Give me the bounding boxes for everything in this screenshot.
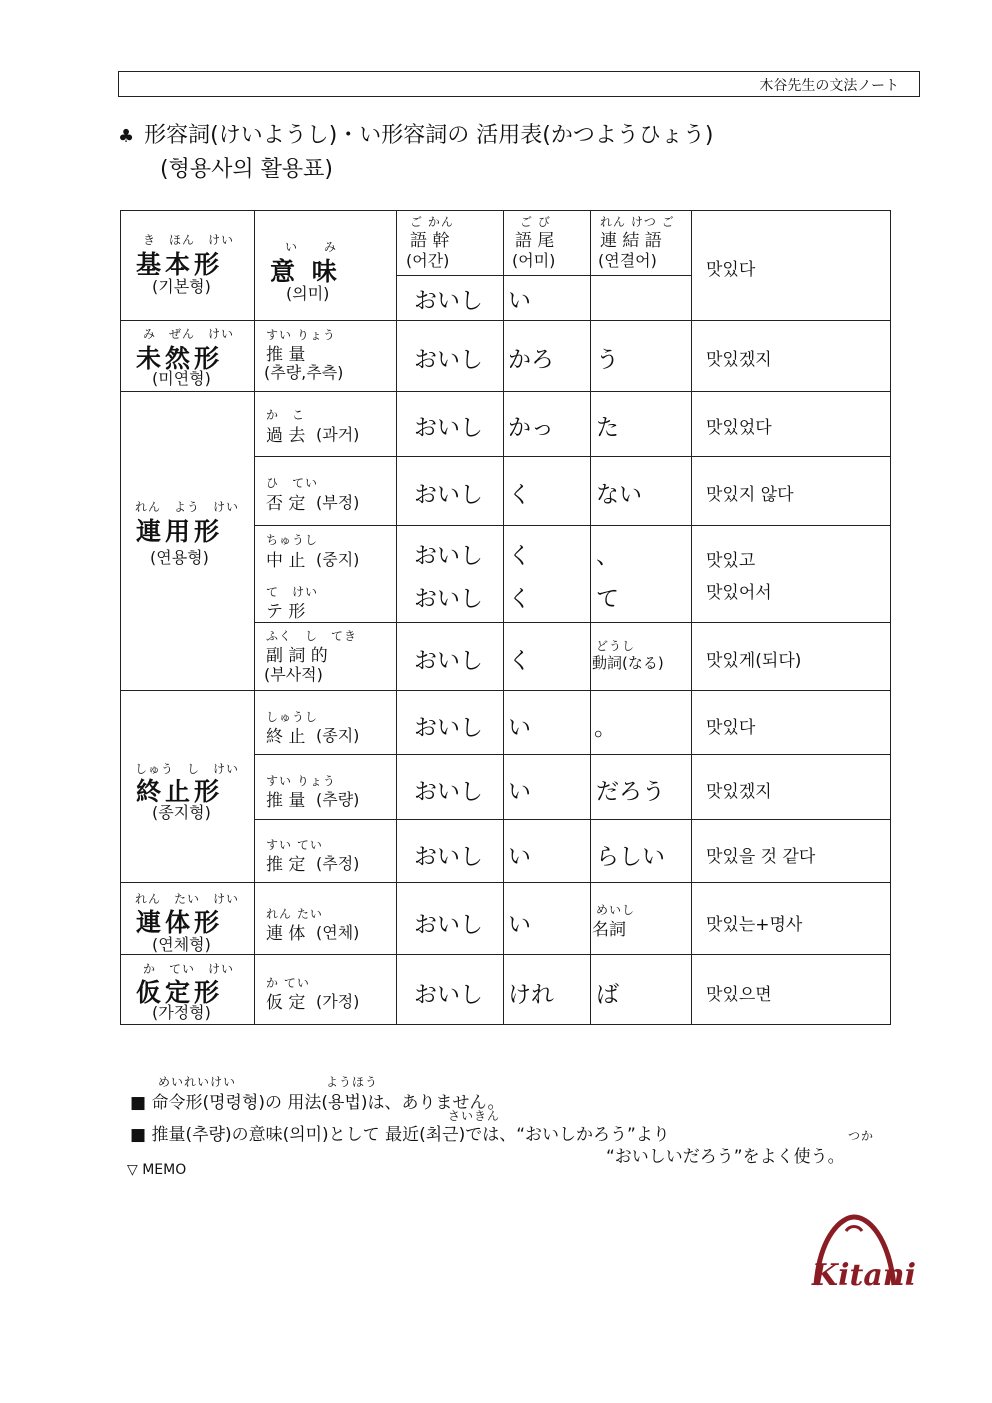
usage-korean: (가정) (316, 992, 360, 1011)
ending-value: く (508, 586, 531, 612)
stem-value: おいし (414, 912, 483, 938)
stem-korean: (어간) (406, 251, 450, 270)
usage-ruby: ちゅうし (266, 533, 319, 547)
usage-korean: (추정) (316, 854, 360, 873)
ending-value: い (508, 912, 531, 938)
form-korean: (미연형) (152, 369, 211, 388)
form-korean: (연용형) (150, 548, 209, 567)
usage-label: 推 量 (266, 345, 306, 365)
page-title-text: 形容詞(けいようし)・い形容詞の 活用表(かつようひょう) (144, 123, 714, 148)
form-korean: (가정형) (152, 1003, 211, 1022)
link-value: 、 (596, 543, 619, 569)
meaning-value: 맛있겠지 (706, 350, 772, 370)
note1-ruby-b: ようほう (326, 1075, 379, 1089)
form-ruby: れん よう けい (135, 500, 240, 514)
note2-ruby-a: さいきん (448, 1109, 501, 1123)
usage-ruby: すい りょう (266, 774, 336, 788)
meaning-value: 맛있지 않다 (706, 485, 794, 505)
link-ruby: どうし (596, 639, 636, 653)
ending-value: い (508, 288, 531, 314)
usage-ruby: すい りょう (266, 328, 336, 342)
usage-korean: (부정) (316, 493, 360, 512)
form-ruby: み ぜん けい (143, 327, 235, 341)
usage-korean: (과거) (316, 425, 360, 444)
stem-value: おいし (414, 779, 483, 805)
ending-value: い (508, 844, 531, 870)
stem-value: おいし (414, 586, 483, 612)
usage-label: テ 形 (266, 602, 306, 622)
stem-value: おいし (414, 415, 483, 441)
usage-ruby: ひ てい (266, 476, 319, 490)
meaning-value: 맛있고 (706, 551, 756, 571)
link-value: ない (596, 482, 642, 508)
ending-value: かろ (508, 347, 554, 373)
link-ruby: れん けつ ご (600, 215, 675, 229)
meaning-value: 맛있어서 (706, 583, 772, 603)
meaning-value: 맛있겠지 (706, 782, 772, 802)
form-ruby: き ほん けい (143, 233, 235, 247)
usage-korean: (연체) (316, 923, 360, 942)
link-value: 動詞(なる) (592, 654, 664, 672)
usage-korean: (추량) (316, 790, 360, 809)
usage-label: 否 定 (266, 494, 306, 514)
form-korean: (종지형) (152, 803, 211, 822)
usage-ruby: すい てい (266, 838, 323, 852)
stem-value: おいし (414, 543, 483, 569)
usage-korean: (종지) (316, 726, 360, 745)
link-label: 連 結 語 (600, 231, 662, 251)
stem-value: おいし (414, 715, 483, 741)
usage-ruby: ふく し てき (266, 629, 358, 643)
usage-korean: (부사적) (264, 665, 323, 684)
page-title (118, 118, 713, 149)
note1-ruby-a: めいれいけい (158, 1075, 237, 1089)
form-korean: (기본형) (152, 277, 211, 296)
usage-korean: (추량,추측) (264, 363, 344, 382)
usage-korean: (중지) (316, 550, 360, 569)
link-korean: (연결어) (598, 251, 657, 270)
ending-value: く (508, 648, 531, 674)
ending-value: い (508, 715, 531, 741)
ending-value: かっ (508, 415, 554, 441)
stem-value: おいし (414, 982, 483, 1008)
ending-value: けれ (508, 982, 554, 1008)
link-ruby: めいし (596, 903, 636, 917)
usage-label: 中 止 (266, 551, 306, 571)
form-ruby: しゅう し けい (135, 762, 240, 776)
note-header-box (118, 71, 920, 97)
cell-link-0 (591, 276, 692, 321)
stem-label: 語 幹 (410, 231, 450, 251)
usage-ruby: か こ (266, 408, 306, 422)
form-label: 連用形 (136, 517, 224, 546)
usage-ruby: い み (285, 240, 338, 254)
ending-value: い (508, 779, 531, 805)
note2-ruby-b: つか (848, 1129, 875, 1143)
link-value: て (596, 586, 619, 612)
usage-label: 意 味 (270, 257, 341, 286)
stem-value: おいし (414, 347, 483, 373)
link-value: らしい (596, 844, 665, 870)
stem-ruby: ご かん (410, 215, 454, 229)
link-value: だろう (596, 779, 665, 805)
form-label: 連体形 (136, 908, 224, 937)
link-value: た (596, 415, 619, 441)
form-label: 終止形 (136, 777, 224, 806)
form-label: 仮定形 (136, 978, 224, 1007)
memo-label: ▽ MEMO (127, 1162, 187, 1178)
usage-korean: (의미) (286, 284, 330, 303)
meaning-value: 맛있게(되다) (706, 651, 802, 671)
form-ruby: れん たい けい (135, 892, 240, 906)
usage-ruby: しゅうし (266, 710, 319, 724)
club-icon: ♣ (118, 126, 135, 147)
stem-value: おいし (414, 648, 483, 674)
link-value: う (596, 347, 619, 373)
meaning-value: 맛있다 (706, 718, 756, 738)
stem-value: おいし (414, 288, 483, 314)
ending-korean: (어미) (512, 251, 556, 270)
form-label: 基本形 (136, 250, 224, 279)
note-conjecture-line2: “おいしいだろう”をよく使う。 (606, 1147, 845, 1167)
svg-text:Kitani: Kitani (812, 1258, 916, 1293)
usage-label: 推 定 (266, 855, 306, 875)
meaning-value: 맛있다 (706, 260, 756, 280)
usage-label: 推 量 (266, 791, 306, 811)
form-ruby: か てい けい (143, 962, 235, 976)
ending-value: く (508, 543, 531, 569)
meaning-value: 맛있을 것 같다 (706, 847, 816, 867)
meaning-value: 맛있으면 (706, 985, 772, 1005)
ending-value: く (508, 482, 531, 508)
note-title: 木谷先生の文法ノート (759, 78, 899, 94)
usage-label: 連 体 (266, 924, 306, 944)
usage-label: 仮 定 (266, 993, 306, 1013)
kitani-logo (806, 1207, 916, 1293)
link-value: ば (596, 982, 619, 1008)
stem-value: おいし (414, 844, 483, 870)
cell-meaning-4 (692, 526, 891, 623)
usage-label: 過 去 (266, 426, 306, 446)
note-conjecture-line1: ■ 推量(추량)の意味(의미)として 最近(최근)では、“おいしかろう”より (130, 1125, 670, 1145)
form-korean: (연체형) (152, 935, 211, 954)
note-imperative: ■ 命令形(명령형)の 用法(용법)は、ありません。 (130, 1093, 505, 1113)
usage-label: 終 止 (266, 727, 306, 747)
link-value: 名詞 (592, 920, 626, 940)
meaning-value: 맛있었다 (706, 418, 772, 438)
meaning-value: 맛있는+명사 (706, 915, 803, 935)
ending-ruby: ご び (520, 215, 551, 229)
page-subtitle: (형용사의 활용표) (160, 157, 333, 182)
link-value: 。 (594, 715, 617, 741)
usage-ruby: て けい (266, 585, 319, 599)
usage-label: 副 詞 的 (266, 646, 328, 666)
form-label: 未然形 (136, 344, 224, 373)
usage-ruby: か てい (266, 976, 310, 990)
stem-value: おいし (414, 482, 483, 508)
usage-ruby: れん たい (266, 907, 323, 921)
ending-label: 語 尾 (515, 231, 555, 251)
